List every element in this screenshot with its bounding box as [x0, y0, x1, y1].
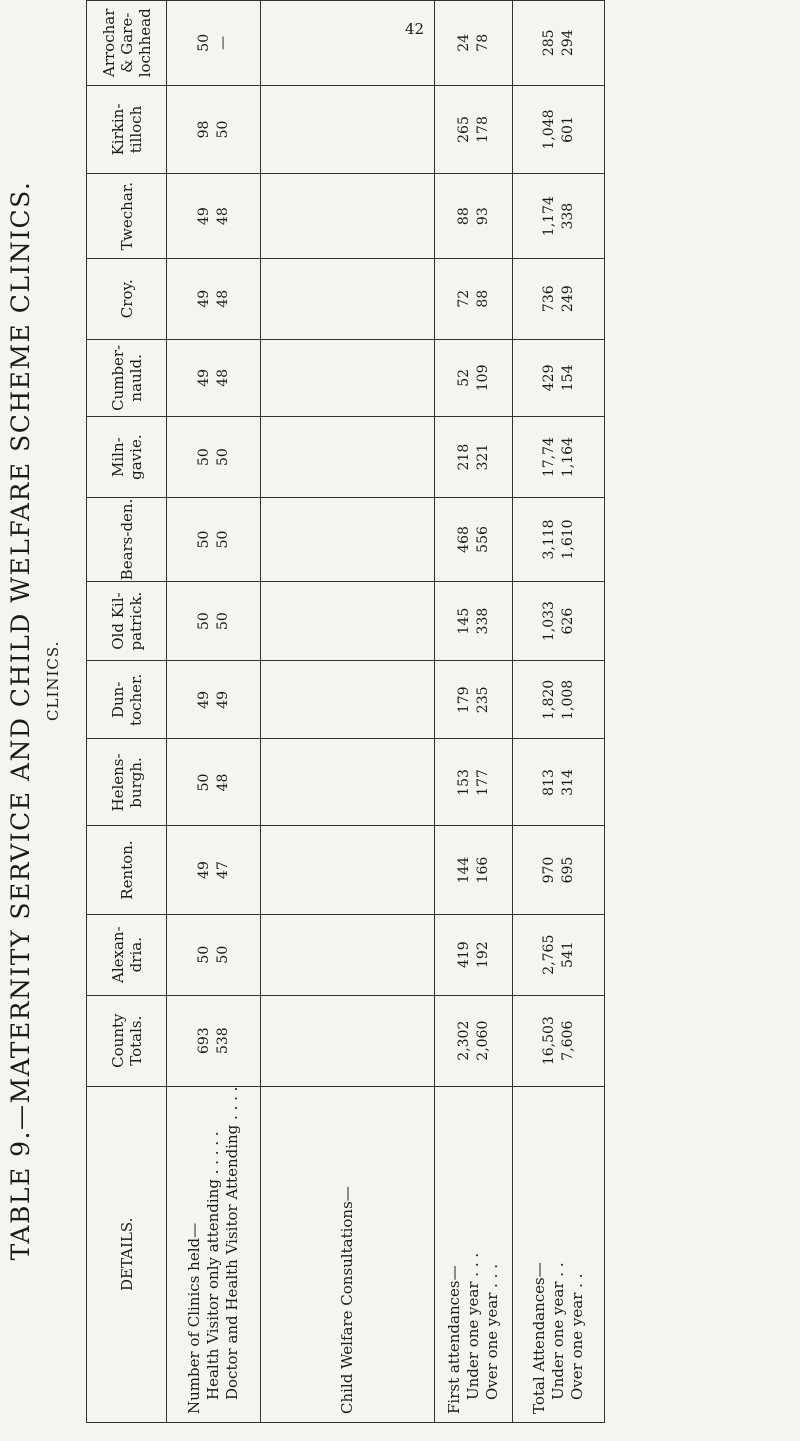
- col-header: Bears-den.: [87, 498, 167, 582]
- col-header: Kirkin-tilloch: [87, 85, 167, 174]
- table-cell: [261, 914, 435, 995]
- table-cell: 419 192: [435, 914, 513, 995]
- table-cell: [261, 1, 435, 86]
- col-header: Dun-tocher.: [87, 661, 167, 739]
- col-header: County Totals.: [87, 995, 167, 1086]
- page-number: 42: [405, 20, 425, 38]
- table-cell: 2,765 541: [513, 914, 605, 995]
- table-cell: 3,118 1,610: [513, 498, 605, 582]
- first-over-label: Over one year . . .: [483, 1264, 501, 1400]
- table-cell: 145 338: [435, 581, 513, 660]
- table-cell: 50 48: [167, 739, 261, 826]
- table-cell: 49 48: [167, 174, 261, 259]
- col-header: Old Kil-patrick.: [87, 581, 167, 660]
- table-cell: 49 48: [167, 258, 261, 339]
- clinics-held-label: [167, 1086, 261, 1422]
- table-cell: 285 294: [513, 1, 605, 86]
- table-cell: [261, 995, 435, 1086]
- table-cell: 736 249: [513, 258, 605, 339]
- table-cell: [261, 85, 435, 174]
- total-attendances-row: [513, 1, 605, 1423]
- table-cell: [261, 258, 435, 339]
- table-cell: [261, 498, 435, 582]
- table-cell: 88 93: [435, 174, 513, 259]
- cw-consult-label: [261, 1086, 435, 1422]
- table-cell: 179 235: [435, 661, 513, 739]
- table-cell: 1,048 601: [513, 85, 605, 174]
- table-cell: 49 48: [167, 339, 261, 417]
- clinics-table: [86, 0, 605, 1423]
- total-under-label: Under one year . .: [549, 1262, 567, 1400]
- table-cell: 429 154: [513, 339, 605, 417]
- table-cell: 50 50: [167, 417, 261, 498]
- table-cell: 49 47: [167, 826, 261, 914]
- first-att-text: First attendances—: [445, 1265, 463, 1414]
- table-cell: [261, 417, 435, 498]
- table-cell: [261, 174, 435, 259]
- table-cell: 1,033 626: [513, 581, 605, 660]
- clinics-held-text: Number of Clinics held—: [185, 1222, 203, 1414]
- table-cell: 72 88: [435, 258, 513, 339]
- total-over-label: Over one year . .: [568, 1273, 586, 1400]
- first-att-label: [435, 1086, 513, 1422]
- table-cell: 24 78: [435, 1, 513, 86]
- table-cell: 1,174 338: [513, 174, 605, 259]
- hv-only-label: Health Visitor only attending . . . . .: [204, 1131, 222, 1400]
- table-cell: 50 50: [167, 581, 261, 660]
- col-header: Cumber-nauld.: [87, 339, 167, 417]
- col-header: Arrochar & Gare-lochhead: [87, 1, 167, 86]
- table-cell: 52 109: [435, 339, 513, 417]
- table-cell: [261, 661, 435, 739]
- table-cell: 144 166: [435, 826, 513, 914]
- table-cell: 49 49: [167, 661, 261, 739]
- table-cell: 693 538: [167, 995, 261, 1086]
- table-cell: 218 321: [435, 417, 513, 498]
- col-header: Renton.: [87, 826, 167, 914]
- table-cell: 153 177: [435, 739, 513, 826]
- table-cell: 50 50: [167, 498, 261, 582]
- col-header: Twechar.: [87, 174, 167, 259]
- doctor-hv-label: Doctor and Health Visitor Attending . . . .: [223, 1086, 241, 1400]
- col-header: Croy.: [87, 258, 167, 339]
- table-cell: 98 50: [167, 85, 261, 174]
- total-att-label: [513, 1086, 605, 1422]
- table-cell: 50 —: [167, 1, 261, 86]
- cw-consult-text: Child Welfare Consultations—: [338, 1186, 356, 1414]
- table-cell: [261, 581, 435, 660]
- table-cell: [261, 339, 435, 417]
- table-cell: 468 556: [435, 498, 513, 582]
- table-cell: 50 50: [167, 914, 261, 995]
- col-header: Helens-burgh.: [87, 739, 167, 826]
- table-cell: 970 695: [513, 826, 605, 914]
- table-cell: [261, 826, 435, 914]
- header-row: [87, 1, 167, 1423]
- table-cell: 17,74 1,164: [513, 417, 605, 498]
- clinics-heading: CLINICS.: [44, 640, 62, 721]
- table-cell: 813 314: [513, 739, 605, 826]
- table-cell: 1,820 1,008: [513, 661, 605, 739]
- clinics-held-row: [167, 1, 261, 1423]
- first-attendances-row: [435, 1, 513, 1423]
- total-att-text: Total Attendances—: [530, 1262, 548, 1414]
- cw-consult-row: [261, 1, 435, 1423]
- table-cell: [261, 739, 435, 826]
- table-cell: 16,503 7,606: [513, 995, 605, 1086]
- table-cell: 2,302 2,060: [435, 995, 513, 1086]
- col-header: Miln-gavie.: [87, 417, 167, 498]
- details-header: DETAILS.: [87, 1086, 167, 1422]
- col-header: Alexan-dria.: [87, 914, 167, 995]
- table-title: TABLE 9.—MATERNITY SERVICE AND CHILD WELFARE SCHEME CLINICS.: [6, 180, 35, 1261]
- first-under-label: Under one year . . .: [464, 1252, 482, 1400]
- table-cell: 265 178: [435, 85, 513, 174]
